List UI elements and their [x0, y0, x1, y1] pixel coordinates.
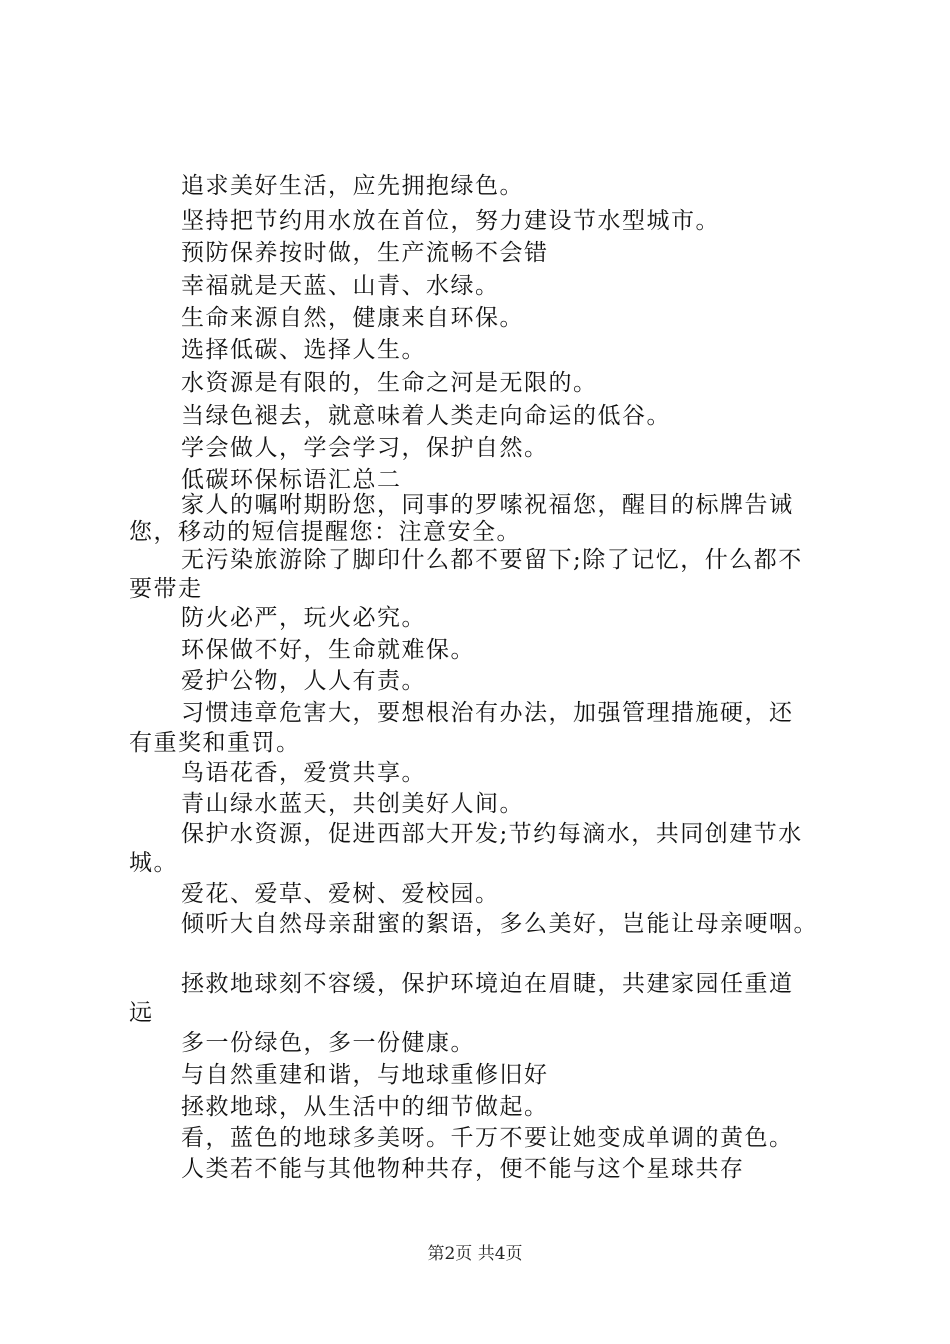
text-line: 鸟语花香，爱赏共享。: [181, 760, 426, 786]
text-line: 家人的嘱咐期盼您，同事的罗嗦祝福您，醒目的标牌告诫: [181, 492, 794, 518]
text-line: 爱护公物，人人有责。: [181, 668, 426, 694]
page-number-footer: 第2页 共4页: [427, 1244, 523, 1264]
text-line: 保护水资源，促进西部大开发;节约每滴水，共同创建节水: [181, 821, 803, 847]
text-line: 学会做人，学会学习，保护自然。: [181, 435, 549, 461]
text-line-continued: 有重奖和重罚。: [129, 730, 301, 756]
text-line: 与自然重建和谐，与地球重修旧好: [181, 1062, 549, 1088]
text-line: 水资源是有限的，生命之河是无限的。: [181, 370, 598, 396]
text-line: 追求美好生活，应先拥抱绿色。: [181, 173, 524, 199]
text-line: 多一份绿色，多一份健康。: [181, 1030, 475, 1056]
text-line: 拯救地球刻不容缓，保护环境迫在眉睫，共建家园任重道: [181, 971, 794, 997]
text-line: 青山绿水蓝天，共创美好人间。: [181, 791, 524, 817]
text-line: 生命来源自然，健康来自环保。: [181, 305, 524, 331]
text-line: 幸福就是天蓝、山青、水绿。: [181, 273, 500, 299]
text-line: 人类若不能与其他物种共存，便不能与这个星球共存: [181, 1156, 745, 1182]
text-line: 爱花、爱草、爱树、爱校园。: [181, 881, 500, 907]
text-line-continued: 远: [129, 1000, 154, 1026]
text-line-continued: 您，移动的短信提醒您：注意安全。: [129, 519, 521, 545]
text-line: 坚持把节约用水放在首位，努力建设节水型城市。: [181, 208, 720, 234]
text-line: 预防保养按时做，生产流畅不会错: [181, 240, 549, 266]
text-line: 防火必严，玩火必究。: [181, 605, 426, 631]
text-line-continued: 城。: [129, 850, 178, 876]
text-line: 倾听大自然母亲甜蜜的絮语，多么美好，岂能让母亲哽咽。: [181, 911, 818, 937]
text-line: 无污染旅游除了脚印什么都不要留下;除了记忆，什么都不: [181, 547, 803, 573]
text-line: 选择低碳、选择人生。: [181, 337, 426, 363]
text-line-continued: 要带走: [129, 576, 203, 602]
text-line: 拯救地球，从生活中的细节做起。: [181, 1094, 549, 1120]
text-line: 当绿色褪去，就意味着人类走向命运的低谷。: [181, 403, 671, 429]
text-line: 环保做不好，生命就难保。: [181, 637, 475, 663]
section-heading: 低碳环保标语汇总二: [181, 467, 402, 493]
text-line: 看，蓝色的地球多美呀。千万不要让她变成单调的黄色。: [181, 1125, 794, 1151]
text-line: 习惯违章危害大，要想根治有办法，加强管理措施硬，还: [181, 700, 794, 726]
